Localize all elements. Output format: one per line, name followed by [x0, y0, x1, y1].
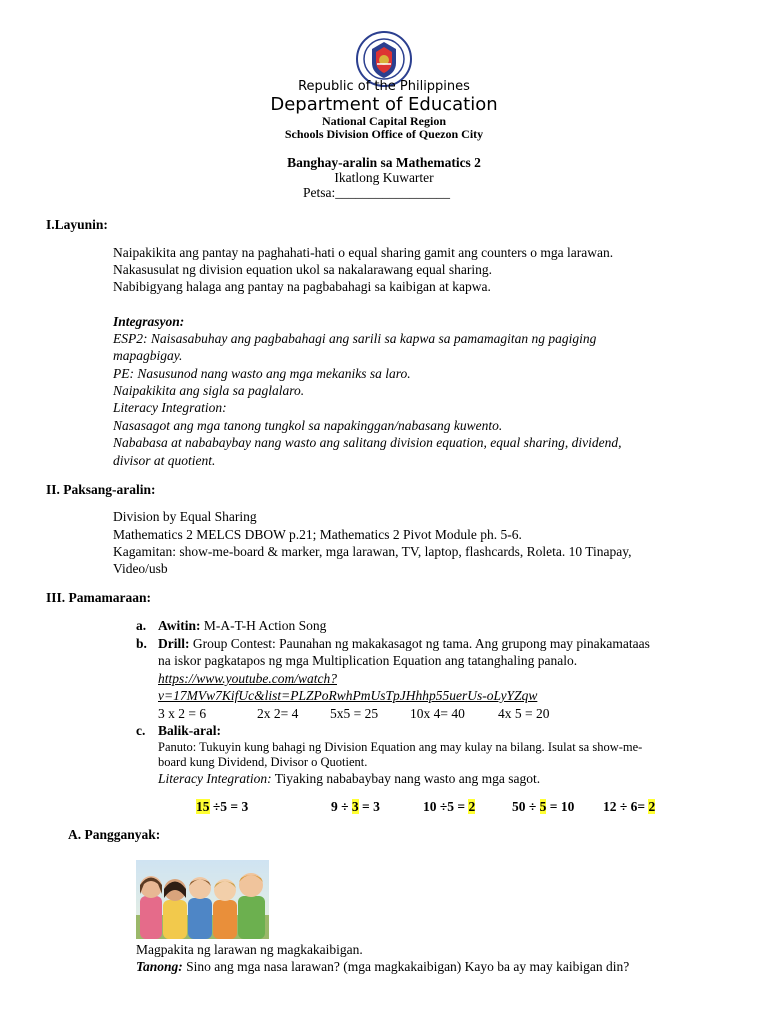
item-a-marker: a.	[136, 618, 147, 633]
region-text: National Capital Region	[321, 114, 446, 128]
highlight-number: 2	[648, 799, 656, 814]
youtube-link-2[interactable]: v=17MVw7KifUc&list=PLZPoRwhPmUsTpJHhhp55uerUs-oLyYZqw	[158, 688, 538, 703]
review-eq-3: 10 ÷5 = 2	[423, 799, 476, 814]
item-c-marker: c.	[136, 723, 146, 738]
integrasyon-line-4: Naipakikita ang sigla sa paglalaro.	[113, 383, 305, 398]
department-title: Department of Education	[270, 94, 498, 115]
highlight-number: 15	[196, 799, 210, 814]
drill-text-1: Group Contest: Paunahan ng makakasagot ng tama. Ang grupong may pinakamataas	[189, 636, 650, 651]
review-eq-2: 9 ÷ 3 = 3	[331, 799, 380, 814]
pangganyak-heading: A. Pangganyak:	[68, 827, 161, 842]
review-eq-4: 50 ÷ 5 = 10	[512, 799, 575, 814]
balik-aral-label: Balik-aral:	[158, 723, 221, 738]
drill-label: Drill:	[158, 636, 190, 651]
tanong-label: Tanong:	[136, 959, 183, 974]
integrasyon-heading: Integrasyon:	[113, 314, 185, 329]
integrasyon-line-2: mapagbigay.	[113, 348, 183, 363]
layunin-line-1: Naipakikita ang pantay na paghahati-hati o equal sharing gamit ang counters o mga larawan.	[113, 245, 614, 260]
highlight-number: 2	[468, 799, 476, 814]
paksa-line-1: Division by Equal Sharing	[113, 509, 257, 524]
drill-eq-3: 5x5 = 25	[330, 706, 379, 721]
republic-text: Republic of the Philippines	[298, 79, 470, 94]
panuto-line-1: Panuto: Tukuyin kung bahagi ng Division Equation ang may kulay na bilang. Isulat sa show-me-	[158, 740, 643, 754]
layunin-heading: I.Layunin:	[46, 217, 108, 232]
awitin-text: M-A-T-H Action Song	[200, 618, 327, 633]
tanong-text: Sino ang mga nasa larawan? (mga magkakaibigan) Kayo ba ay may kaibigan din?	[182, 959, 630, 974]
drill-eq-1: 3 x 2 = 6	[158, 706, 207, 721]
drill-eq-4: 10x 4= 40	[410, 706, 465, 721]
integrasyon-line-3: PE: Nasusunod nang wasto ang mga mekaniks sa laro.	[113, 366, 411, 381]
lesson-title: Banghay-aralin sa Mathematics 2	[287, 155, 481, 170]
layunin-line-3: Nabibigyang halaga ang pantay na pagbabahagi sa kaibigan at kapwa.	[113, 279, 491, 294]
tanong-line	[136, 958, 629, 975]
drill-eq-5: 4x 5 = 20	[498, 706, 550, 721]
friends-photo	[136, 860, 269, 939]
item-b-marker: b.	[136, 636, 147, 651]
date-field: Petsa:_________________	[303, 185, 450, 200]
paksa-line-3: Kagamitan: show-me-board & marker, mga larawan, TV, laptop, flashcards, Roleta. 10 Tinapay,	[113, 544, 632, 559]
quarter-text: Ikatlong Kuwarter	[334, 170, 434, 185]
pamamaraan-heading: III. Pamamaraan:	[46, 590, 151, 605]
literacy-text: Tiyaking nababaybay nang wasto ang mga sagot.	[271, 771, 541, 786]
integrasyon-line-1: ESP2: Naisasabuhay ang pagbabahagi ang sarili sa kapwa sa pamamagitan ng pagiging	[113, 331, 597, 346]
drill-eq-2: 2x 2= 4	[257, 706, 299, 721]
paksa-line-4: Video/usb	[113, 561, 168, 576]
pangganyak-caption: Magpakita ng larawan ng magkakaibigan.	[136, 942, 363, 957]
integrasyon-line-7: Nababasa at nababaybay nang wasto ang salitang division equation, equal sharing, dividend,	[113, 435, 622, 450]
drill-item	[158, 635, 650, 652]
literacy-line	[158, 770, 540, 787]
youtube-link-1[interactable]: https://www.youtube.com/watch?	[158, 671, 337, 686]
layunin-line-2: Nakasusulat ng division equation ukol sa nakalarawang equal sharing.	[113, 262, 493, 277]
integrasyon-line-8: divisor at quotient.	[113, 453, 216, 468]
integrasyon-line-6: Nasasagot ang mga tanong tungkol sa napakinggan/nabasang kuwento.	[113, 418, 503, 433]
review-eq-5: 12 ÷ 6= 2	[603, 799, 656, 814]
awitin-item	[158, 617, 326, 634]
highlight-number: 3	[351, 799, 359, 814]
division-text: Schools Division Office of Quezon City	[284, 127, 484, 141]
panuto-line-2: board kung Dividend, Divisor o Quotient.	[158, 755, 368, 769]
highlight-number: 5	[539, 799, 547, 814]
integrasyon-line-5: Literacy Integration:	[113, 400, 227, 415]
literacy-label: Literacy Integration:	[158, 771, 272, 786]
paksa-line-2: Mathematics 2 MELCS DBOW p.21; Mathematics 2 Pivot Module ph. 5-6.	[113, 527, 522, 542]
paksa-heading: II. Paksang-aralin:	[46, 482, 156, 497]
review-eq-1: 15 ÷5 = 3	[196, 799, 249, 814]
awitin-label: Awitin:	[158, 618, 201, 633]
drill-text-2: na iskor pagkatapos ng mga Multiplication Equation ang tatanghaling panalo.	[158, 653, 578, 668]
